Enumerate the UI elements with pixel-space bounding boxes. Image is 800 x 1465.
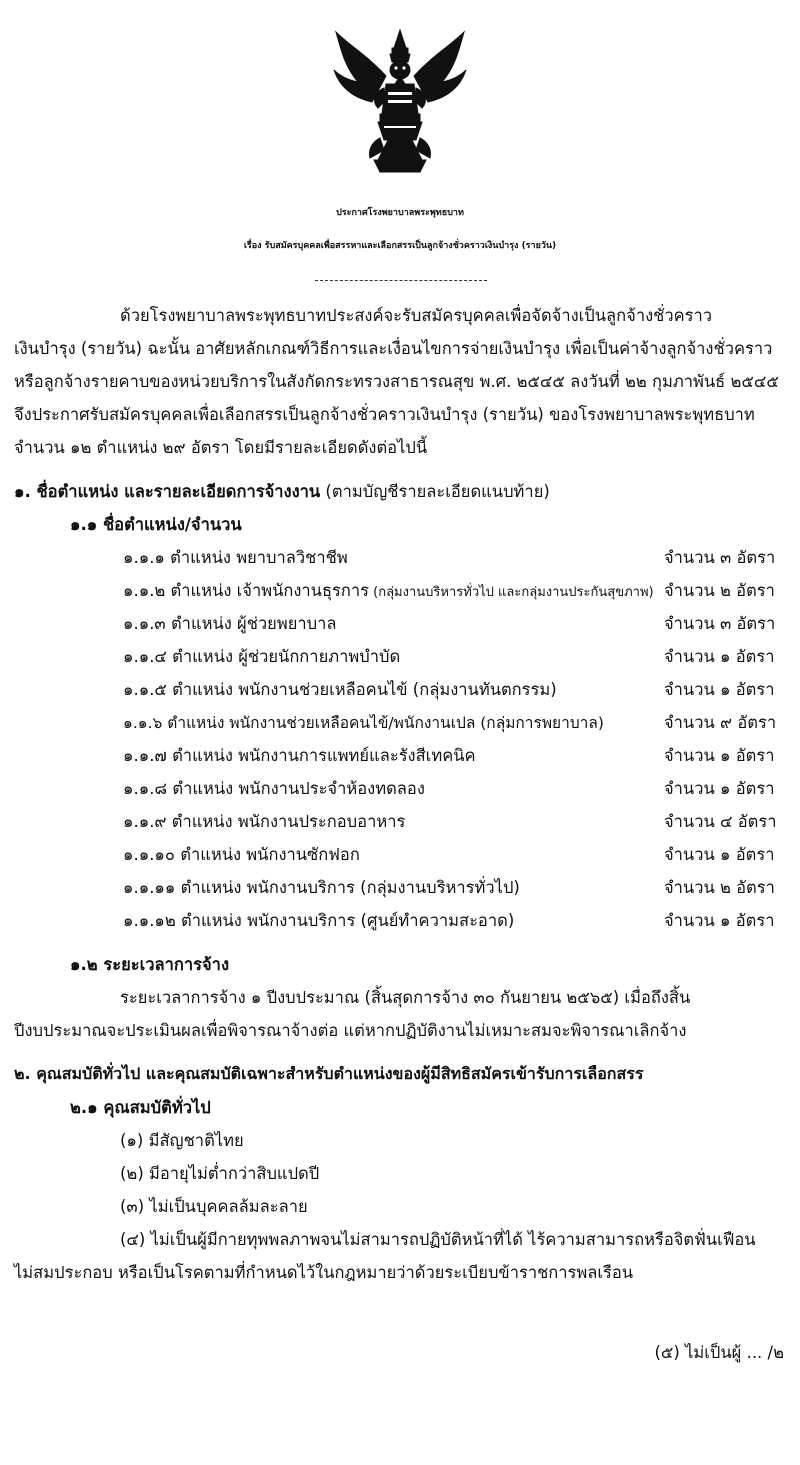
subsection-1-2-heading: ๑.๒ ระยะเวลาการจ้าง <box>70 955 230 974</box>
subsection-2-1-heading: ๒.๑ คุณสมบัติทั่วไป <box>70 1098 211 1117</box>
qualification-item: (๓) ไม่เป็นบุคคลล้มละลาย <box>120 1197 308 1216</box>
title-separator <box>315 280 487 281</box>
position-name: ๑.๑.๑๐ ตำแหน่ง พนักงานซักฟอก <box>123 845 360 864</box>
intro-line: ด้วยโรงพยาบาลพระพุทธบาทประสงค์จะรับสมัครบุคคลเพื่อจัดจ้างเป็นลูกจ้างชั่วคราว <box>120 306 713 325</box>
position-count: จำนวน ๓ อัตรา <box>664 614 776 633</box>
announcement-subject: เรื่อง รับสมัครบุคคลเพื่อสรรหาและเลือกสรรเป็นลูกจ้างชั่วคราวเงินบำรุง (รายวัน) <box>243 241 557 251</box>
position-name-text: ๑.๑.๒ ตำแหน่ง เจ้าพนักงานธุรการ <box>123 581 370 600</box>
position-count: จำนวน ๓ อัตรา <box>664 548 776 567</box>
qualification-item-continued: ไม่สมประกอบ หรือเป็นโรคตามที่กำหนดไว้ในกฎหมายว่าด้วยระเบียบข้าราชการพลเรือน <box>14 1263 634 1282</box>
position-count: จำนวน ๑ อัตรา <box>664 845 775 864</box>
position-count: จำนวน ๙ อัตรา <box>664 713 777 732</box>
position-name: ๑.๑.๙ ตำแหน่ง พนักงานประกอบอาหาร <box>123 812 406 831</box>
page-continuation: (๕) ไม่เป็นผู้ ... /๒ <box>654 1343 784 1362</box>
employment-period-line: ระยะเวลาการจ้าง ๑ ปีงบประมาณ (สิ้นสุดการจ้าง ๓๐ กันยายน ๒๕๖๕) เมื่อถึงสิ้น <box>120 988 691 1007</box>
intro-line: จำนวน ๑๒ ตำแหน่ง ๒๙ อัตรา โดยมีรายละเอียดดังต่อไปนี้ <box>14 438 428 457</box>
position-count: จำนวน ๒ อัตรา <box>664 878 775 897</box>
position-name: ๑.๑.๔ ตำแหน่ง ผู้ช่วยนักกายภาพบำบัด <box>123 647 401 666</box>
intro-line: จึงประกาศรับสมัครบุคคลเพื่อเลือกสรรเป็นลูกจ้างชั่วคราวเงินบำรุง (รายวัน) ของโรงพยาบาลพระพุทธบาท <box>14 405 755 424</box>
position-name: ๑.๑.๑ ตำแหน่ง พยาบาลวิชาชีพ <box>123 548 348 567</box>
qualification-item: (๒) มีอายุไม่ต่ำกว่าสิบแปดปี <box>120 1164 320 1183</box>
position-name-note: (กลุ่มงานบริหารทั่วไป และกลุ่มงานประกันสุขภาพ) <box>369 585 654 600</box>
position-count: จำนวน ๑ อัตรา <box>664 746 775 765</box>
position-name: ๑.๑.๑๒ ตำแหน่ง พนักงานบริการ (ศูนย์ทำความสะอาด) <box>123 911 515 930</box>
position-count: จำนวน ๑ อัตรา <box>664 680 775 699</box>
position-count: จำนวน ๔ อัตรา <box>664 812 777 831</box>
subsection-1-1-heading: ๑.๑ ชื่อตำแหน่ง/จำนวน <box>70 515 242 534</box>
section1-heading <box>14 479 550 505</box>
intro-line: เงินบำรุง (รายวัน) ฉะนั้น อาศัยหลักเกณฑ์วิธีการและเงื่อนไขการจ่ายเงินบำรุง เพื่อเป็นค่าจ้างลูกจ้างชั่วคราว <box>14 339 773 358</box>
position-name: ๑.๑.๕ ตำแหน่ง พนักงานช่วยเหลือคนไข้ (กลุ่มงานทันตกรรม) <box>123 680 557 699</box>
announcement-title: ประกาศโรงพยาบาลพระพุทธบาท <box>336 208 464 218</box>
position-count: จำนวน ๒ อัตรา <box>664 581 775 600</box>
intro-line: หรือลูกจ้างรายคาบของหน่วยบริการในสังกัดกระทรวงสาธารณสุข พ.ศ. ๒๕๔๕ ลงวันที่ ๒๒ กุมภาพันธ์ ๒๕๔๕ <box>14 372 779 391</box>
employment-period-line: ปีงบประมาณจะประเมินผลเพื่อพิจารณาจ้างต่อ แต่หากปฏิบัติงานไม่เหมาะสมจะพิจารณาเลิกจ้าง <box>14 1021 687 1040</box>
garuda-emblem <box>328 26 472 176</box>
position-name: ๑.๑.๗ ตำแหน่ง พนักงานการแพทย์และรังสีเทคนิค <box>123 746 476 765</box>
position-count: จำนวน ๑ อัตรา <box>664 911 775 930</box>
position-name: ๑.๑.๑๑ ตำแหน่ง พนักงานบริการ (กลุ่มงานบริหารทั่วไป) <box>123 878 520 897</box>
position-name: ๑.๑.๓ ตำแหน่ง ผู้ช่วยพยาบาล <box>123 614 337 633</box>
qualification-item: (๔) ไม่เป็นผู้มีกายทุพพลภาพจนไม่สามารถปฏิบัติหน้าที่ได้ ไร้ความสามารถหรือจิตฟั่นเฟือน <box>120 1230 756 1249</box>
position-name <box>123 578 654 604</box>
section1-heading-bold: ๑. ชื่อตำแหน่ง และรายละเอียดการจ้างงาน <box>14 482 321 501</box>
position-name: ๑.๑.๘ ตำแหน่ง พนักงานประจำห้องทดลอง <box>123 779 425 798</box>
position-count: จำนวน ๑ อัตรา <box>664 647 775 666</box>
position-count: จำนวน ๑ อัตรา <box>664 779 775 798</box>
qualification-item: (๑) มีสัญชาติไทย <box>120 1131 244 1150</box>
section2-heading: ๒. คุณสมบัติทั่วไป และคุณสมบัติเฉพาะสำหรับตำแหน่งของผู้มีสิทธิสมัครเข้ารับการเลือกสรร <box>14 1064 644 1083</box>
section1-heading-note: (ตามบัญชีรายละเอียดแนบท้าย) <box>320 482 550 501</box>
position-name: ๑.๑.๖ ตำแหน่ง พนักงานช่วยเหลือคนไข้/พนักงานเปล (กลุ่มการพยาบาล) <box>123 714 604 732</box>
